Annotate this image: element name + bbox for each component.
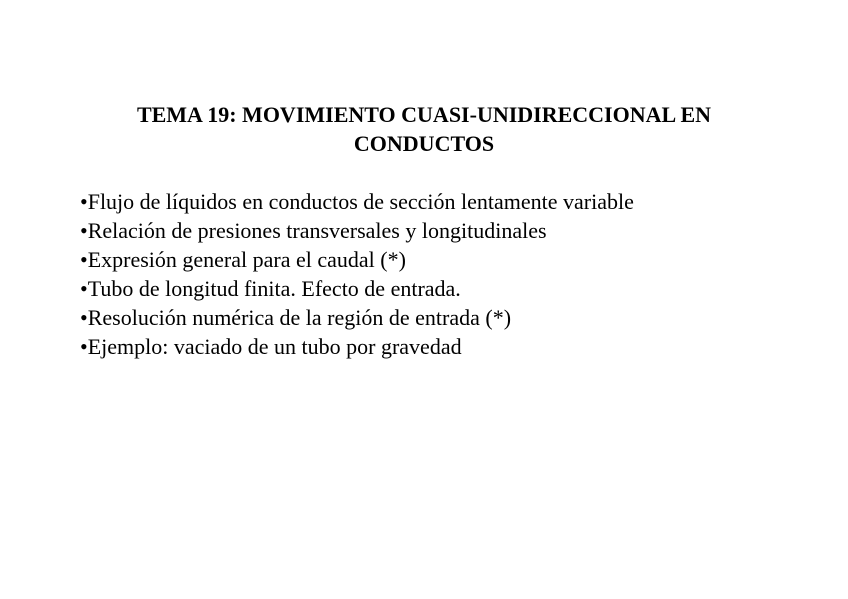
list-item-text: Flujo de líquidos en conductos de sección lentamente variable: [87, 189, 634, 214]
bullet-marker: •: [80, 334, 88, 359]
list-item-text: Ejemplo: vaciado de un tubo por gravedad: [87, 334, 462, 359]
slide-title: [60, 100, 788, 158]
list-item-text: Resolución numérica de la región de entrada (*): [87, 305, 512, 330]
list-item: [80, 332, 634, 361]
list-item: [80, 303, 634, 332]
bullet-marker: •: [80, 218, 88, 243]
list-item-text: Relación de presiones transversales y longitudinales: [87, 218, 547, 243]
list-item: [80, 187, 634, 216]
title-line-1: TEMA 19: MOVIMIENTO CUASI-UNIDIRECCIONAL EN: [136, 102, 712, 127]
bullet-marker: •: [80, 189, 88, 214]
title-line-2: CONDUCTOS: [353, 131, 495, 156]
list-item: [80, 216, 634, 245]
bullet-marker: •: [80, 276, 88, 301]
list-item: [80, 274, 634, 303]
bullet-list: [80, 187, 634, 361]
bullet-marker: •: [80, 305, 88, 330]
list-item-text: Expresión general para el caudal (*): [87, 247, 406, 272]
bullet-marker: •: [80, 247, 88, 272]
list-item: [80, 245, 634, 274]
list-item-text: Tubo de longitud finita. Efecto de entrada.: [87, 276, 461, 301]
